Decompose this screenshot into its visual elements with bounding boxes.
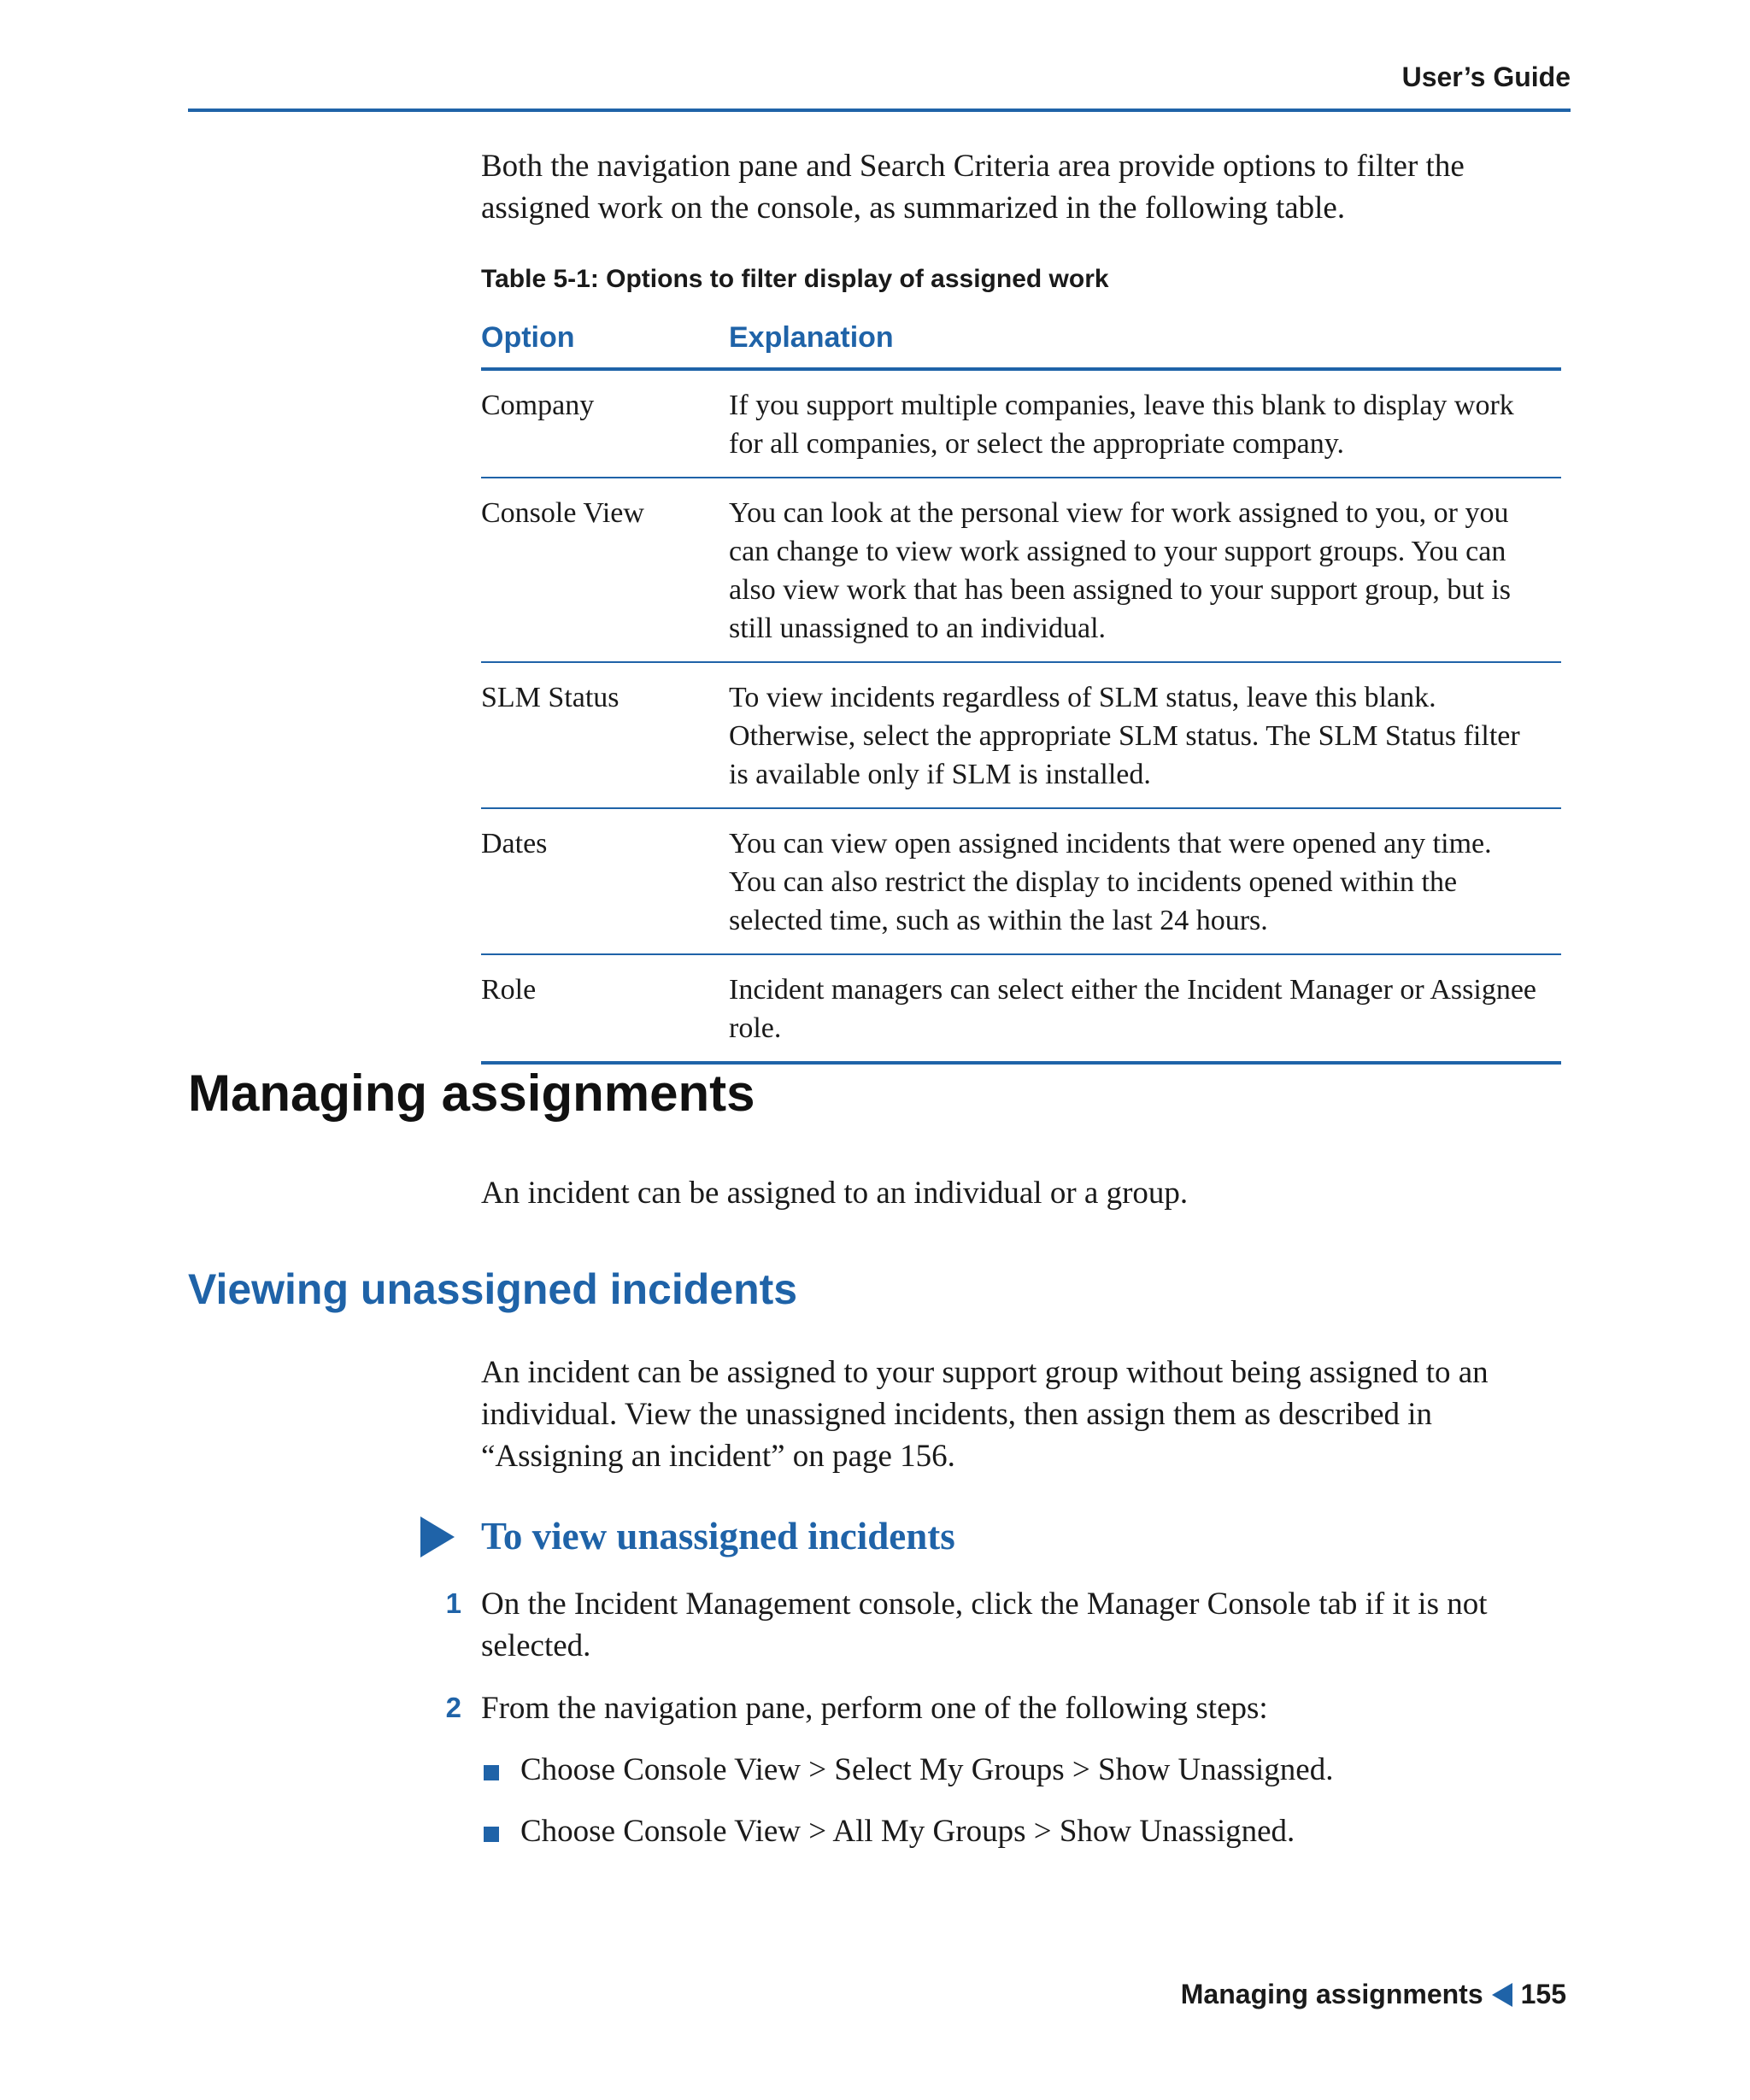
step-text: On the Incident Management console, click the Manager Console tab if it is not selected. bbox=[481, 1587, 1488, 1663]
step-number: 1 bbox=[445, 1587, 461, 1619]
explanation-cell: You can view open assigned incidents that were opened any time. You can also restrict the display to incidents opened within the selected time, such as within the last 24 hours. bbox=[729, 808, 1561, 954]
procedure-title: To view unassigned incidents bbox=[481, 1515, 955, 1557]
step-number: 2 bbox=[445, 1692, 461, 1723]
subsection-heading-viewing-unassigned: Viewing unassigned incidents bbox=[188, 1265, 798, 1313]
footer-section-title: Managing assignments bbox=[1180, 1979, 1483, 2009]
running-header: User’s Guide bbox=[1401, 62, 1571, 92]
option-cell: Company bbox=[481, 369, 729, 478]
table-row bbox=[481, 478, 1561, 662]
page-footer bbox=[1181, 1979, 1566, 2010]
section-heading-managing-assignments: Managing assignments bbox=[188, 1065, 755, 1122]
explanation-cell: If you support multiple companies, leave this blank to display work for all companies, or select the appropriate company. bbox=[729, 369, 1561, 478]
option-cell: SLM Status bbox=[481, 662, 729, 808]
table-header-row bbox=[481, 312, 1561, 369]
page-number: 155 bbox=[1520, 1979, 1566, 2009]
options-table bbox=[481, 312, 1561, 1065]
table-row bbox=[481, 954, 1561, 1063]
header-rule bbox=[188, 109, 1571, 112]
section1-paragraph: An incident can be assigned to an individual or a group. bbox=[481, 1176, 1189, 1211]
explanation-cell: Incident managers can select either the Incident Manager or Assignee role. bbox=[729, 954, 1561, 1063]
option-cell: Dates bbox=[481, 808, 729, 954]
procedure-arrow-icon bbox=[420, 1516, 455, 1557]
option-cell: Role bbox=[481, 954, 729, 1063]
section2-paragraph: An incident can be assigned to your support group without being assigned to an individual. View the unassigned incidents, then assign them as described in “Assigning an incident” on page 156. bbox=[481, 1355, 1489, 1474]
column-header-explanation: Explanation bbox=[729, 312, 1561, 369]
explanation-cell: To view incidents regardless of SLM status, leave this blank. Otherwise, select the appropriate SLM status. The SLM Status filter is available only if SLM is installed. bbox=[729, 662, 1561, 808]
table-row bbox=[481, 808, 1561, 954]
table-row bbox=[481, 662, 1561, 808]
column-header-option: Option bbox=[481, 312, 729, 369]
table-row bbox=[481, 369, 1561, 478]
intro-paragraph: Both the navigation pane and Search Criteria area provide options to filter the assigned work on the console, as summarized in the following table. bbox=[481, 149, 1465, 226]
bullet-square-icon bbox=[484, 1765, 499, 1780]
explanation-cell: You can look at the personal view for work assigned to you, or you can change to view work assigned to your support groups. You can also view work that has been assigned to your support group, but is still unassigned to an individual. bbox=[729, 478, 1561, 662]
option-cell: Console View bbox=[481, 478, 729, 662]
step-text: From the navigation pane, perform one of the following steps: bbox=[481, 1691, 1268, 1726]
bullet-square-icon bbox=[484, 1827, 499, 1842]
left-triangle-icon bbox=[1492, 1983, 1512, 2007]
table-caption: Table 5-1: Options to filter display of assigned work bbox=[481, 265, 1109, 293]
bullet-item: Choose Console View > All My Groups > Show Unassigned. bbox=[520, 1814, 1295, 1849]
bullet-item: Choose Console View > Select My Groups > Show Unassigned. bbox=[520, 1752, 1334, 1787]
